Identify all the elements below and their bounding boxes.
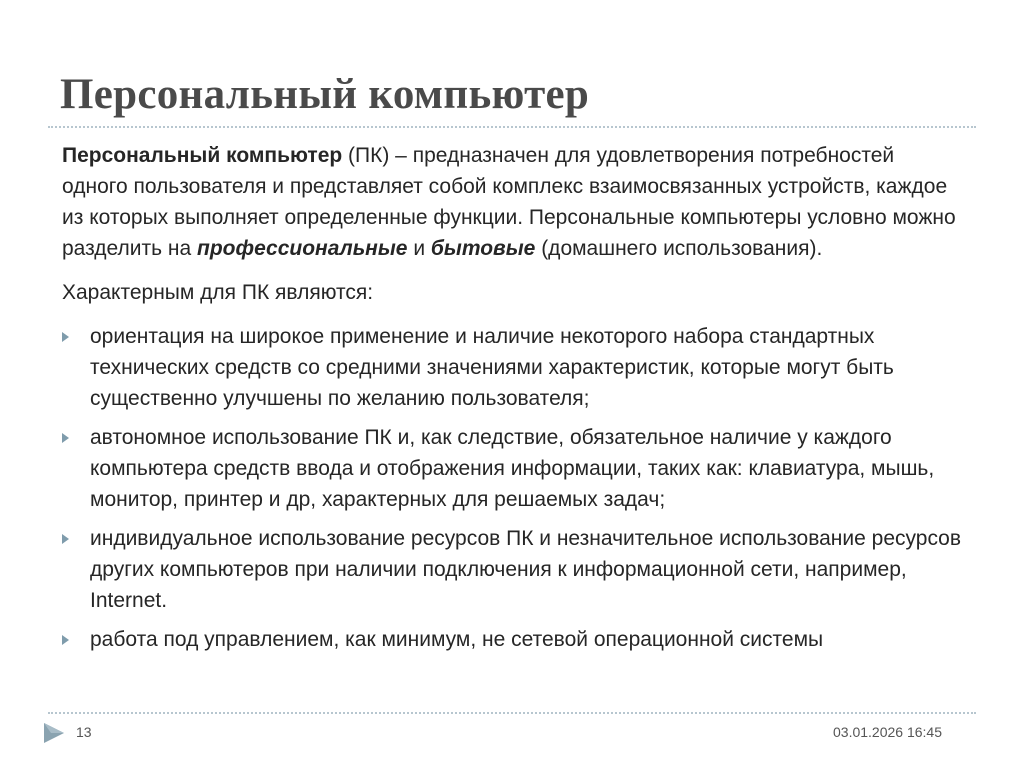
intro-and: и xyxy=(407,237,431,260)
list-item xyxy=(62,624,962,655)
date-time: 03.01.2026 16:45 xyxy=(833,724,942,740)
intro-text xyxy=(62,140,962,264)
list-item-text: автономное использование ПК и, как следствие, обязательное наличие у каждого компьютера средств ввода и отображения информации, таких как: клавиатура, мышь, монитор, принтер и др, характерных для решаемых задач; xyxy=(90,426,935,511)
triangle-arrow-icon[interactable] xyxy=(40,722,66,744)
bullet-arrow-icon xyxy=(62,534,69,544)
slide-body xyxy=(62,140,962,663)
intro-type-professional: профессиональные xyxy=(197,237,408,260)
list-item xyxy=(62,321,962,414)
list-item-text: работа под управлением, как минимум, не сетевой операционной системы xyxy=(90,628,824,651)
characteristics-list xyxy=(62,321,962,655)
bullet-arrow-icon xyxy=(62,332,69,342)
intro-paragraph xyxy=(62,140,962,264)
footer-divider xyxy=(48,712,976,714)
characteristics-lead: Характерным для ПК являются: xyxy=(62,281,374,304)
intro-term: Персональный компьютер xyxy=(62,144,343,167)
title-divider xyxy=(48,126,976,128)
slide-title: Персональный компьютер xyxy=(60,71,590,118)
list-item xyxy=(62,422,962,515)
bullet-arrow-icon xyxy=(62,635,69,645)
intro-text-part2: (домашнего использования). xyxy=(535,237,823,260)
page-number: 13 xyxy=(76,724,92,740)
intro-text-part1: (ПК) – предназначен для удовлетворения потребностей одного пользователя и представляет собой комплекс взаимосвязанных устройств, каждое из которых выполняет определенные функции. Персональные компьютеры условно можно разделить на xyxy=(62,144,956,260)
list-item xyxy=(62,523,962,616)
intro-type-home: бытовые xyxy=(430,237,536,260)
list-item-text: индивидуальное использование ресурсов ПК и незначительное использование ресурсов других компьютеров при наличии подключения к информационной сети, например, Internet. xyxy=(90,527,962,612)
bullet-arrow-icon xyxy=(62,433,69,443)
list-item-text: ориентация на широкое применение и наличие некоторого набора стандартных технических средств со средними значениями характеристик, которые могут быть существенно улучшены по желанию пользователя; xyxy=(90,325,894,410)
